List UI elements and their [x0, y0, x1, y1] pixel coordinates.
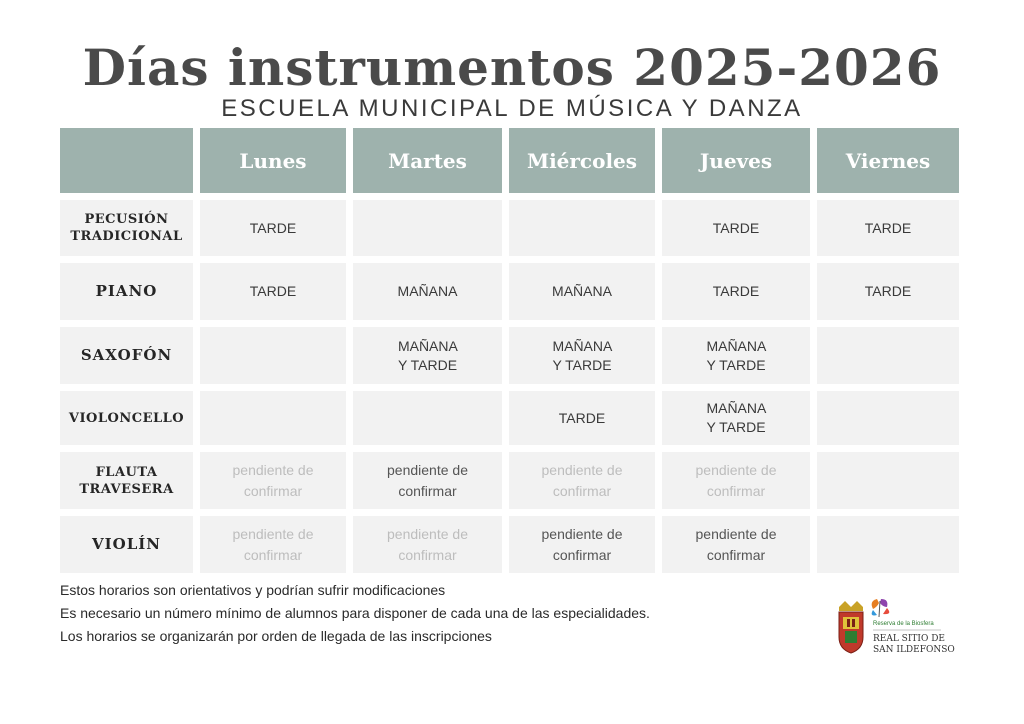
table-cell: TARDE [817, 263, 959, 320]
header-day-viernes: Viernes [817, 128, 959, 193]
butterfly-icon [872, 599, 890, 617]
row-label-percusion: PECUSIÓN TRADICIONAL [60, 200, 193, 256]
table-cell [817, 327, 959, 384]
table-cell [353, 200, 502, 256]
table-cell: pendiente de confirmar [200, 516, 346, 573]
logo-town-line1: REAL SITIO DE [873, 634, 945, 644]
header-day-martes: Martes [353, 128, 502, 193]
row-label-flauta-travesera: FLAUTA TRAVESERA [60, 452, 193, 509]
header-day-miercoles: Miércoles [509, 128, 655, 193]
header-day-lunes: Lunes [200, 128, 346, 193]
table-cell [817, 391, 959, 445]
row-label-violin: VIOLÍN [60, 516, 193, 573]
note-line: Los horarios se organizarán por orden de llegada de las inscripciones [60, 628, 492, 644]
row-label-violoncello: VIOLONCELLO [60, 391, 193, 445]
table-cell: pendiente de confirmar [509, 516, 655, 573]
table-cell: MAÑANA Y TARDE [353, 327, 502, 384]
table-cell: MAÑANA Y TARDE [662, 327, 810, 384]
table-cell: TARDE [662, 263, 810, 320]
table-cell [509, 200, 655, 256]
coat-of-arms-icon [839, 601, 863, 653]
footer-notes [60, 579, 650, 648]
table-cell [817, 452, 959, 509]
table-cell: MAÑANA [509, 263, 655, 320]
logo-reserve-text: Reserva de la Biosfera [873, 621, 934, 627]
schedule-table [60, 128, 959, 573]
table-cell: MAÑANA Y TARDE [662, 391, 810, 445]
table-cell: pendiente de confirmar [353, 516, 502, 573]
row-label-saxofon: SAXOFÓN [60, 327, 193, 384]
municipality-logo [833, 597, 955, 659]
page-title: Días instrumentos 2025-2026 [82, 38, 942, 97]
table-cell [353, 391, 502, 445]
table-cell: MAÑANA [353, 263, 502, 320]
table-cell: MAÑANA Y TARDE [509, 327, 655, 384]
table-cell [817, 516, 959, 573]
table-cell: TARDE [200, 263, 346, 320]
table-cell: TARDE [509, 391, 655, 445]
header-day-jueves: Jueves [662, 128, 810, 193]
table-cell: pendiente de confirmar [662, 452, 810, 509]
note-line: Estos horarios son orientativos y podrían sufrir modificaciones [60, 582, 446, 598]
table-cell: pendiente de confirmar [509, 452, 655, 509]
table-cell [200, 391, 346, 445]
table-cell: TARDE [662, 200, 810, 256]
table-cell: pendiente de confirmar [662, 516, 810, 573]
table-cell: TARDE [817, 200, 959, 256]
note-line: Es necesario un número mínimo de alumnos para disponer de cada una de las especialidades. [60, 605, 650, 621]
header-corner [60, 128, 193, 193]
row-label-piano: PIANO [60, 263, 193, 320]
table-cell: pendiente de confirmar [200, 452, 346, 509]
table-cell: pendiente de confirmar [353, 452, 502, 509]
table-cell: TARDE [200, 200, 346, 256]
table-cell [200, 327, 346, 384]
logo-town-line2: SAN ILDEFONSO [873, 645, 955, 655]
page-subtitle: ESCUELA MUNICIPAL DE MÚSICA Y DANZA [221, 95, 803, 122]
